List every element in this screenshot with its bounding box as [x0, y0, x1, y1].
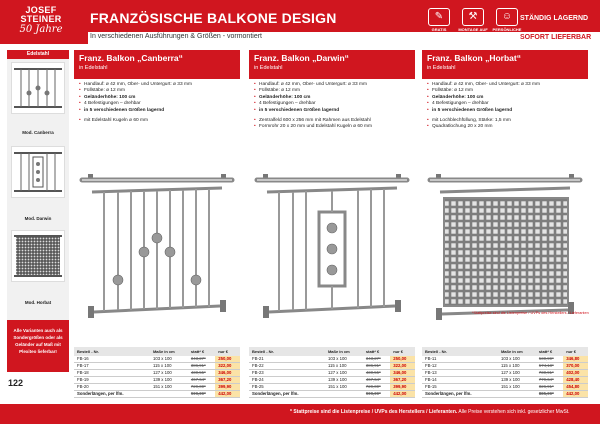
list-price: 574,18*: [536, 363, 563, 370]
order-number: FB-21: [249, 356, 325, 363]
sale-price: 250,00: [215, 356, 240, 363]
table-row: [74, 363, 240, 370]
sale-price: 442,00: [390, 391, 415, 398]
size: 139 x 100: [498, 377, 536, 384]
feature-item: • Füllstäbe: ø 12 mm: [254, 88, 410, 94]
list-price: 343,27*: [188, 356, 215, 363]
col-header: Maße in cm: [498, 347, 536, 356]
col-header: nur €: [390, 347, 415, 356]
list-price: 826,91*: [536, 384, 563, 391]
sale-price: 399,90: [215, 384, 240, 391]
thumb-horbat[interactable]: [11, 230, 65, 282]
order-number: FB-20: [74, 384, 150, 391]
table-row: [249, 384, 415, 391]
product-material: in Edelstahl: [254, 65, 283, 71]
size: 103 x 100: [498, 356, 536, 363]
feature-item: • 4 Befestigungen – drehbar: [79, 101, 235, 107]
col-header: Maße in cm: [150, 347, 188, 356]
order-number: FB-15: [422, 384, 498, 391]
product-image-canberra: [74, 130, 240, 350]
size: 151 x 100: [498, 384, 536, 391]
product-header: [74, 50, 240, 79]
page-title: FRANZÖSISCHE BALKONE DESIGN: [90, 10, 337, 26]
feature-item: • in 5 verschiedenen Größen lagernd: [254, 108, 410, 114]
size: 127 x 100: [150, 370, 188, 377]
special-size-note: Alle Varianten auch als Sondergrößen oder als Geländer auf Maß mit Plexiteo lieferbar!: [7, 320, 69, 372]
size: 115 x 100: [325, 363, 363, 370]
size: [498, 391, 536, 398]
sale-price: 428,40: [563, 377, 588, 384]
col-header: statt* €: [363, 347, 390, 356]
feature-extra: • mit Lochblechfüllung, Stärke: 1,5 mm: [427, 118, 583, 124]
sale-price: 346,00: [215, 370, 240, 377]
advice-badge-label: PERSÖNLICHE BERATUNG: [492, 27, 522, 37]
size: [150, 391, 188, 398]
sale-price: 442,00: [563, 391, 588, 398]
feature-item: • Geländerhöhe: 100 cm: [79, 95, 235, 101]
size: 115 x 100: [150, 363, 188, 370]
feature-extra: • Zentralfeld 600 x 256 mm mit Rahmen aus Edelstahl: [254, 118, 410, 124]
col-header: Bestell - Nr.: [249, 347, 325, 356]
list-price: 430,55*: [363, 370, 390, 377]
product-header: [422, 50, 588, 79]
order-number: FB-24: [249, 377, 325, 384]
feature-list: [74, 79, 240, 114]
company-logo: [4, 6, 78, 40]
feature-item: • Füllstäbe: ø 12 mm: [427, 88, 583, 94]
product-darwin: [249, 50, 415, 398]
feature-item: • Handlauf: ø 42 mm, Ober- und Untergurt: ø 33 mm: [254, 82, 410, 88]
order-number: FB-16: [74, 356, 150, 363]
col-header: nur €: [563, 347, 588, 356]
thumb-canberra[interactable]: [11, 62, 65, 114]
feature-extra-list: [74, 114, 240, 124]
sale-price: 322,00: [215, 363, 240, 370]
sale-price: 322,00: [390, 363, 415, 370]
footer-disclaimer: * Stattpreise sind die Listenpreise / UVPs des Herstellers / Lieferanten.: [290, 409, 458, 415]
install-badge: [458, 8, 488, 42]
table-row: [74, 377, 240, 384]
price-table: [422, 347, 588, 398]
order-number: FB-13: [422, 370, 498, 377]
table-row: [249, 363, 415, 370]
order-number: FB-12: [422, 363, 498, 370]
col-header: Maße in cm: [325, 347, 363, 356]
order-number: FB-14: [422, 377, 498, 384]
thumb-label-canberra: Mod. Canberra: [22, 130, 54, 135]
delivery-label: SOFORT LIEFERBAR: [520, 34, 592, 41]
product-header: [249, 50, 415, 79]
product-title: Franz. Balkon „Horbat“: [427, 53, 521, 63]
table-row: [249, 377, 415, 384]
col-header: Bestell - Nr.: [74, 347, 150, 356]
size: 151 x 100: [150, 384, 188, 391]
thumb-label-horbat: Mod. Horbat: [24, 300, 52, 305]
sale-price: 454,80: [563, 384, 588, 391]
feature-extra: • mit Edelstahl Kugeln ø 60 mm: [79, 118, 235, 124]
list-price: 467,64*: [188, 377, 215, 384]
sale-price: 399,90: [390, 384, 415, 391]
table-row: [249, 391, 415, 398]
price-footnote: *Stattpreise sind die Listenpreise / UVPs des Herstellers / Lieferanten: [472, 311, 589, 315]
service-badges: [424, 8, 522, 42]
order-number: Sonderlängen, per lfm.: [74, 391, 150, 398]
product-title: Franz. Balkon „Canberra“: [79, 53, 183, 63]
list-price: 343,27*: [363, 356, 390, 363]
page-subtitle: In verschiedenen Ausführungen & Größen - vormontiert: [90, 33, 262, 40]
col-header: statt* €: [188, 347, 215, 356]
sale-price: 346,80: [563, 356, 588, 363]
sale-price: 367,20: [215, 377, 240, 384]
footer-text: [290, 409, 570, 415]
ruler-icon: ✎: [428, 8, 450, 26]
list-price: 885,09*: [536, 391, 563, 398]
handshake-icon: ☺: [496, 8, 518, 26]
sale-price: 402,00: [563, 370, 588, 377]
feature-item: • in 5 verschiedenen Größen lagernd: [427, 108, 583, 114]
col-header: nur €: [215, 347, 240, 356]
measure-badge-label: GRATIS AUSMESSEN: [426, 27, 452, 37]
feature-extra: • Formrohr 20 x 20 mm und Edelstahl Kugeln ø 60 mm: [254, 124, 410, 130]
order-number: Sonderlängen, per lfm.: [422, 391, 498, 398]
list-price: 386,91*: [188, 363, 215, 370]
page-number: 122: [8, 378, 24, 388]
order-number: Sonderlängen, per lfm.: [249, 391, 325, 398]
col-header: statt* €: [536, 347, 563, 356]
sale-price: 367,20: [390, 377, 415, 384]
table-row: [422, 384, 588, 391]
col-header: Bestell - Nr.: [422, 347, 498, 356]
order-number: FB-19: [74, 377, 150, 384]
install-badge-label: MONTAGE AUF WUNSCH: [458, 27, 488, 37]
list-price: 909,09*: [363, 391, 390, 398]
logo-line3: 50 Jahre: [19, 24, 63, 35]
size: 127 x 100: [325, 370, 363, 377]
feature-item: • in 5 verschiedenen Größen lagernd: [79, 108, 235, 114]
product-image-darwin: [249, 130, 415, 350]
size: 127 x 100: [498, 370, 536, 377]
sale-price: 442,00: [215, 391, 240, 398]
table-row: [74, 384, 240, 391]
product-material: in Edelstahl: [79, 65, 108, 71]
tools-icon: ⚒: [462, 8, 484, 26]
list-price: 729,00*: [188, 384, 215, 391]
sale-price: 370,00: [563, 363, 588, 370]
order-number: FB-17: [74, 363, 150, 370]
size: 103 x 100: [325, 356, 363, 363]
size: 139 x 100: [150, 377, 188, 384]
feature-list: [249, 79, 415, 114]
table-row: [74, 391, 240, 398]
list-price: 779,64*: [536, 377, 563, 384]
size: 103 x 100: [150, 356, 188, 363]
feature-item: • Handlauf: ø 42 mm, Ober- und Untergurt: ø 33 mm: [79, 82, 235, 88]
feature-extra-list: [422, 114, 588, 131]
feature-item: • Füllstäbe: ø 12 mm: [79, 88, 235, 94]
price-table: [74, 347, 240, 398]
order-number: FB-11: [422, 356, 498, 363]
feature-item: • 4 Befestigungen – drehbar: [254, 101, 410, 107]
feature-item: • Geländerhöhe: 100 cm: [427, 95, 583, 101]
feature-list: [422, 79, 588, 114]
measure-badge: [424, 8, 454, 42]
price-table: [249, 347, 415, 398]
list-price: 467,64*: [363, 377, 390, 384]
product-image-horbat: [422, 130, 588, 350]
product-title: Franz. Balkon „Darwin“: [254, 53, 349, 63]
product-material: in Edelstahl: [427, 65, 456, 71]
size: 139 x 100: [325, 377, 363, 384]
size: [325, 391, 363, 398]
size: 151 x 100: [325, 384, 363, 391]
order-number: FB-22: [249, 363, 325, 370]
table-row: [74, 370, 240, 377]
feature-extra: • Quadratlochung 20 x 20 mm: [427, 124, 583, 130]
feature-extra-list: [249, 114, 415, 131]
table-row: [422, 370, 588, 377]
list-price: 909,09*: [188, 391, 215, 398]
stock-label: STÄNDIG LAGERND: [520, 15, 589, 22]
feature-item: • 4 Befestigungen – drehbar: [427, 101, 583, 107]
list-price: 386,91*: [363, 363, 390, 370]
table-row: [422, 363, 588, 370]
order-number: FB-23: [249, 370, 325, 377]
feature-item: • Geländerhöhe: 100 cm: [254, 95, 410, 101]
order-number: FB-18: [74, 370, 150, 377]
footer-vat-note: Alle Preise verstehen sich inkl. gesetzlicher MwSt.: [457, 409, 570, 415]
sale-price: 250,00: [390, 356, 415, 363]
sale-price: 346,00: [390, 370, 415, 377]
advice-badge: [492, 8, 522, 42]
product-horbat: [422, 50, 588, 398]
sidebar-material-tag: Edelstahl: [7, 50, 69, 59]
table-row: [249, 370, 415, 377]
table-row: [422, 391, 588, 398]
thumb-label-darwin: Mod. Darwin: [24, 216, 52, 221]
logo-line2: STEINER: [20, 14, 62, 24]
list-price: 729,00*: [363, 384, 390, 391]
table-row: [422, 377, 588, 384]
list-price: 430,55*: [188, 370, 215, 377]
size: 115 x 100: [498, 363, 536, 370]
list-price: 530,99*: [536, 356, 563, 363]
list-price: 730,91*: [536, 370, 563, 377]
order-number: FB-25: [249, 384, 325, 391]
thumb-darwin[interactable]: [11, 146, 65, 198]
logo-line1: JOSEF: [25, 5, 57, 15]
product-canberra: [74, 50, 240, 398]
feature-item: • Handlauf: ø 42 mm, Ober- und Untergurt: ø 33 mm: [427, 82, 583, 88]
